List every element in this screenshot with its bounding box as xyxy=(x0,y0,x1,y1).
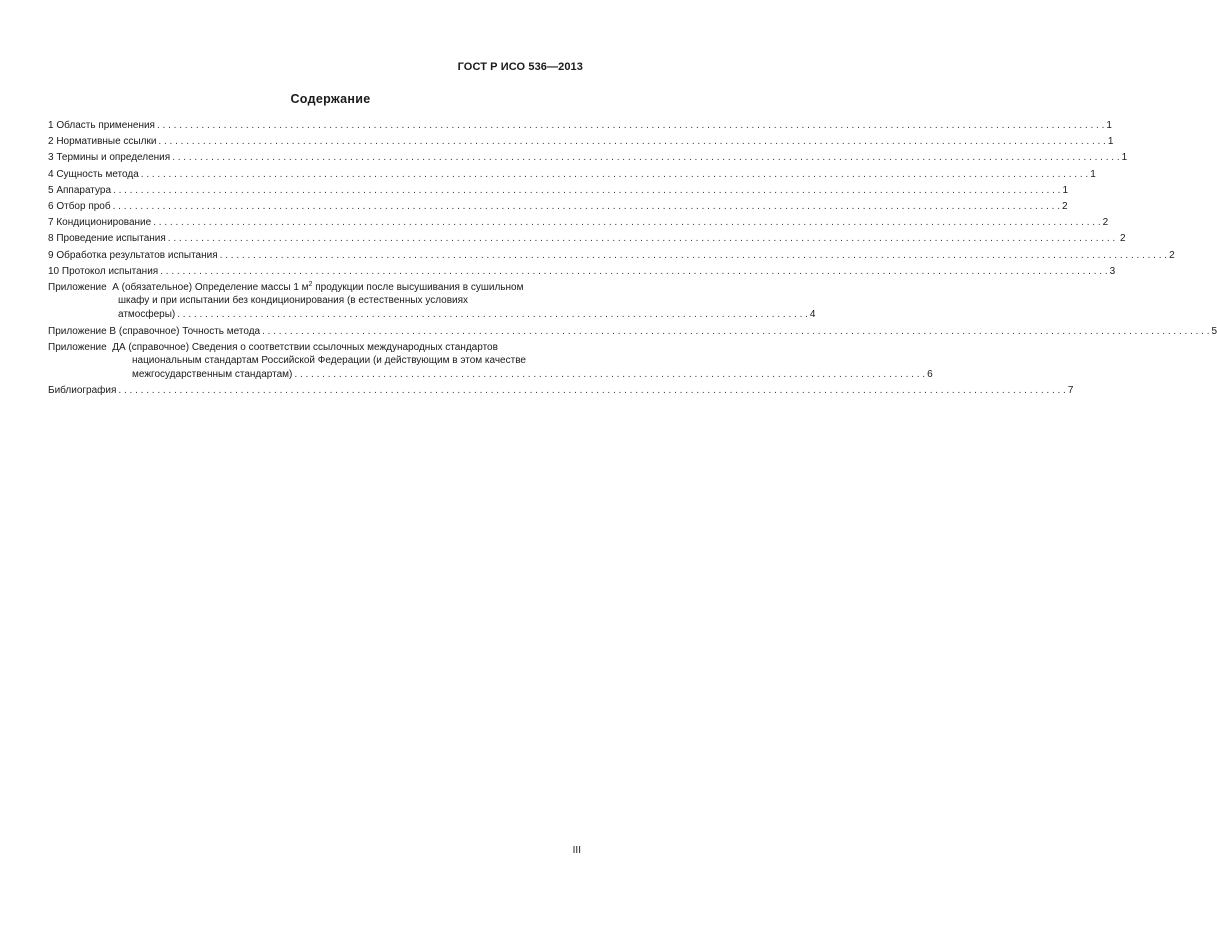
appendix-da-line3: межгосударственным стандартам) xyxy=(132,368,293,380)
dot-leader xyxy=(118,384,1065,397)
dot-leader xyxy=(158,135,1105,148)
toc-entry[interactable] xyxy=(48,216,1109,229)
toc-entry[interactable] xyxy=(48,265,1116,278)
toc-entry-page: 2 xyxy=(1062,200,1068,212)
toc-entry-page: 5 xyxy=(1211,325,1217,337)
appendix-a-line2: шкафу и при испытании без кондиционирования (в естественных условиях xyxy=(118,295,469,307)
toc-entry-appendix-b[interactable] xyxy=(48,325,1217,338)
toc-entry-page: 2 xyxy=(1117,233,1126,245)
page-number: III xyxy=(572,845,581,856)
toc-entry-bibliography[interactable] xyxy=(48,384,1074,397)
toc-entry[interactable] xyxy=(48,184,1068,197)
dot-leader xyxy=(177,308,808,322)
table-of-contents xyxy=(48,119,1217,401)
toc-entry-page: 6 xyxy=(927,368,933,380)
appendix-a-superscript: 2 xyxy=(308,280,313,288)
toc-entry-appendix-da[interactable] xyxy=(48,341,933,382)
toc-entry-text: Библиография xyxy=(48,385,117,397)
dot-leader xyxy=(113,200,1060,213)
appendix-a-line1: Определение массы 1 м xyxy=(194,281,309,293)
toc-entry-text: 10 Протокол испытания xyxy=(48,265,159,277)
toc-entry[interactable] xyxy=(48,200,1068,213)
toc-entry[interactable] xyxy=(48,151,1128,164)
dot-leader xyxy=(220,249,1167,262)
appendix-a-prefix: Приложение А (обязательное) xyxy=(48,281,195,293)
toc-entry-page: 2 xyxy=(1169,249,1175,261)
toc-entry-page: 7 xyxy=(1067,385,1074,397)
toc-entry-text: 3 Термины и определения xyxy=(48,152,171,164)
dot-leader xyxy=(157,119,1104,132)
toc-entry-text: Приложение В (справочное) Точность метода xyxy=(48,325,261,337)
dot-leader xyxy=(172,151,1119,164)
toc-entry-page: 1 xyxy=(1107,136,1114,148)
dot-leader xyxy=(141,168,1088,181)
toc-entry-text: 5 Аппаратура xyxy=(48,184,112,196)
toc-entry-text: 6 Отбор проб xyxy=(48,200,111,212)
dot-leader xyxy=(113,184,1060,197)
toc-entry-appendix-a[interactable] xyxy=(48,280,816,322)
appendix-a-line3: атмосферы) xyxy=(118,308,176,320)
dot-leader xyxy=(168,232,1115,245)
toc-entry[interactable] xyxy=(48,232,1126,245)
appendix-da-line2: национальным стандартам Российской Федерации (и действующим в этом качестве xyxy=(132,355,526,367)
toc-entry-text: 2 Нормативные ссылки xyxy=(48,136,157,148)
appendix-a-line1-end: продукции после высушивания в сушильном xyxy=(312,281,524,293)
dot-leader xyxy=(160,265,1107,278)
toc-entry-text: 1 Область применения xyxy=(48,120,155,131)
toc-entry-page: 2 xyxy=(1102,217,1109,229)
toc-entry-text: 4 Сущность метода xyxy=(48,168,139,180)
toc-title: Содержание xyxy=(290,92,371,106)
appendix-da-prefix: Приложение ДА (справочное) xyxy=(48,341,192,353)
toc-entry[interactable] xyxy=(48,249,1175,262)
toc-entry-page: 3 xyxy=(1109,265,1116,277)
toc-entry-page: 1 xyxy=(1121,152,1128,164)
dot-leader xyxy=(153,216,1100,229)
toc-entry-text: 7 Кондиционирование xyxy=(48,217,152,229)
toc-entry-text: 8 Проведение испытания xyxy=(48,233,166,245)
toc-entry-page: 1 xyxy=(1062,184,1068,196)
document-header: ГОСТ Р ИСО 536—2013 xyxy=(457,61,583,73)
toc-entry-page: 1 xyxy=(1090,168,1096,180)
dot-leader xyxy=(294,368,925,382)
toc-entry-page: 1 xyxy=(1106,120,1112,131)
toc-entry-page: 4 xyxy=(809,308,816,320)
toc-entry[interactable] xyxy=(48,119,1112,132)
appendix-da-line1: Сведения о соответствии ссылочных международных стандартов xyxy=(191,341,498,353)
toc-entry[interactable] xyxy=(48,168,1096,181)
dot-leader xyxy=(262,325,1209,338)
toc-entry-text: 9 Обработка результатов испытания xyxy=(48,249,218,261)
toc-entry[interactable] xyxy=(48,135,1114,148)
